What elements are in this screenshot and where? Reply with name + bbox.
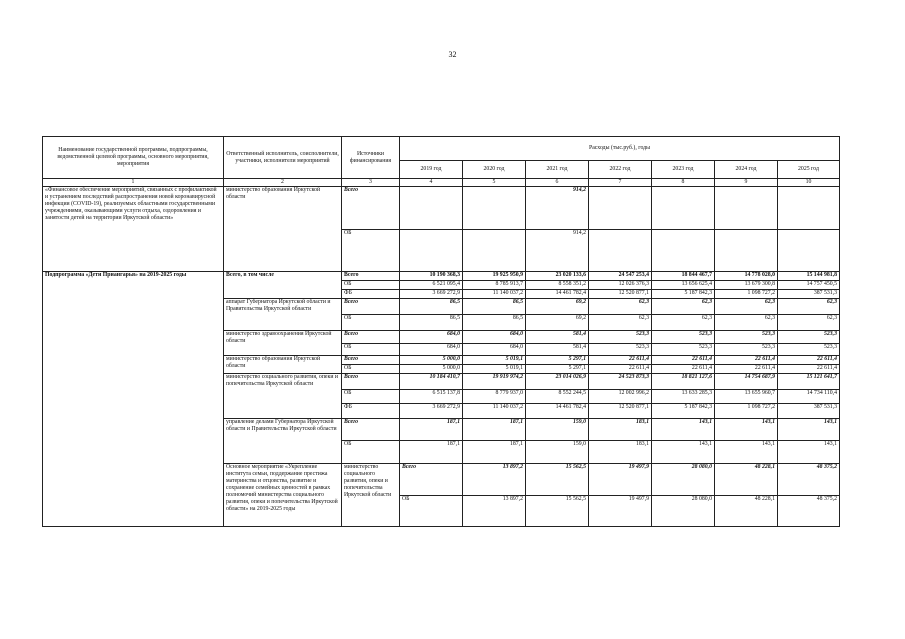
- source-label: ОБ: [342, 315, 400, 331]
- executor-name: министерство образования Иркутской области: [224, 356, 342, 374]
- value-cell: 15 144 981,8: [778, 272, 840, 281]
- value-cell: 22 611,4: [715, 356, 778, 365]
- year-header: 2025 год: [778, 161, 840, 179]
- value-cell: 13 897,2: [463, 464, 526, 496]
- year-header: 2021 год: [526, 161, 589, 179]
- col-header-executor: Ответственный исполнитель, соисполнители, участники, исполнители мероприятий: [224, 137, 342, 179]
- col-number: 9: [715, 179, 778, 187]
- value-cell: 22 611,4: [589, 365, 652, 374]
- value-cell: 62,3: [715, 315, 778, 331]
- value-cell: [715, 187, 778, 230]
- program-name: «Финансовое обеспечение мероприятий, связанных с профилактикой и устранением последствий распространения новой коронавирусной инфекции (COVID-19), реализуемых областными государственными учреждениями, оказывающими услуги отдыха, оздоровления и занятости детей на территории Иркутской области»: [43, 187, 224, 272]
- year-header: 2022 год: [589, 161, 652, 179]
- value-cell: 23 020 133,6: [526, 272, 589, 281]
- source-label: ОБ: [342, 441, 400, 464]
- value-cell: 523,3: [715, 344, 778, 356]
- value-cell: 3 669 272,9: [400, 290, 463, 299]
- value-cell: 19 497,9: [589, 464, 652, 496]
- value-cell: 523,3: [778, 344, 840, 356]
- col-number: 5: [463, 179, 526, 187]
- value-cell: 8 779 937,0: [463, 390, 526, 404]
- value-cell: 11 140 037,2: [463, 290, 526, 299]
- value-cell: 5 297,1: [526, 365, 589, 374]
- value-cell: 187,1: [400, 441, 463, 464]
- value-cell: 48 375,2: [778, 496, 840, 527]
- value-cell: 13 655 960,7: [715, 390, 778, 404]
- value-cell: [715, 230, 778, 272]
- value-cell: 12 026 376,3: [589, 281, 652, 290]
- source-label: ОБ: [342, 230, 400, 272]
- value-cell: 86,5: [400, 315, 463, 331]
- value-cell: 187,1: [463, 441, 526, 464]
- value-cell: 19 925 950,9: [463, 272, 526, 281]
- value-cell: 22 611,4: [652, 356, 715, 365]
- value-cell: 183,1: [589, 441, 652, 464]
- source-label: Всего: [400, 464, 463, 496]
- value-cell: 684,0: [463, 331, 526, 344]
- value-cell: [652, 187, 715, 230]
- col-header-program: Наименование государственной программы, подпрограммы, ведомственной целевой программы, основного мероприятия, мероприятия: [43, 137, 224, 179]
- value-cell: 14 461 782,4: [526, 290, 589, 299]
- value-cell: 1 098 727,2: [715, 404, 778, 419]
- col-header-expenses: Расходы (тыс.руб.), годы: [400, 137, 840, 161]
- value-cell: [400, 230, 463, 272]
- value-cell: 62,3: [652, 315, 715, 331]
- value-cell: 523,3: [589, 331, 652, 344]
- executor-name: министерство социального развития, опеки и попечительства Иркутской области: [224, 374, 342, 419]
- value-cell: 62,3: [652, 299, 715, 315]
- value-cell: 86,5: [463, 315, 526, 331]
- col-number: 1: [43, 179, 224, 187]
- value-cell: 15 121 641,7: [778, 374, 840, 390]
- value-cell: [778, 187, 840, 230]
- value-cell: 12 520 877,1: [589, 404, 652, 419]
- value-cell: 13 633 285,3: [652, 390, 715, 404]
- value-cell: 143,1: [652, 419, 715, 441]
- value-cell: 15 562,5: [526, 496, 589, 527]
- value-cell: 48 228,1: [715, 496, 778, 527]
- value-cell: 8 785 913,7: [463, 281, 526, 290]
- value-cell: 523,3: [778, 331, 840, 344]
- source-label: Всего: [342, 272, 400, 281]
- value-cell: [463, 230, 526, 272]
- value-cell: 187,1: [463, 419, 526, 441]
- value-cell: 24 523 873,3: [589, 374, 652, 390]
- value-cell: 22 611,4: [778, 365, 840, 374]
- source-label: Всего: [342, 299, 400, 315]
- executor-name: министерство образования Иркутской области: [224, 187, 342, 272]
- year-header: 2019 год: [400, 161, 463, 179]
- year-header: 2023 год: [652, 161, 715, 179]
- value-cell: 143,1: [715, 441, 778, 464]
- value-cell: 387 531,3: [778, 404, 840, 419]
- source-label: Всего: [342, 331, 400, 344]
- page-number: 32: [448, 50, 457, 59]
- value-cell: 62,3: [589, 299, 652, 315]
- executor-name: аппарат Губернатора Иркутской области и Правительства Иркутской области: [224, 299, 342, 331]
- value-cell: 3 669 272,9: [400, 404, 463, 419]
- executor-name: министерство социального развития, опеки и попечительства Иркутской области: [342, 464, 400, 527]
- source-label: Всего: [342, 374, 400, 390]
- value-cell: 18 844 467,7: [652, 272, 715, 281]
- value-cell: 5 187 842,3: [652, 404, 715, 419]
- column-numbers-row: [43, 179, 840, 187]
- executor-name: Всего, в том числе: [224, 272, 342, 299]
- value-cell: 18 821 127,6: [652, 374, 715, 390]
- value-cell: 13 897,2: [463, 496, 526, 527]
- value-cell: 28 080,0: [652, 496, 715, 527]
- value-cell: 523,3: [589, 344, 652, 356]
- program-name: Основное мероприятие «Укрепление института семьи, поддержание престижа материнства и отцовства, развитие и сохранение семейных ценностей в рамках полномочий министерства социального развития, опеки и попечительства Иркутской области» на 2019-2025 годы: [224, 464, 342, 527]
- budget-table: [42, 136, 840, 527]
- value-cell: 914,2: [526, 187, 589, 230]
- value-cell: 12 520 877,1: [589, 290, 652, 299]
- source-label: Всего: [342, 356, 400, 365]
- value-cell: 23 014 026,9: [526, 374, 589, 390]
- value-cell: 187,1: [400, 419, 463, 441]
- value-cell: 86,5: [400, 299, 463, 315]
- col-number: 7: [589, 179, 652, 187]
- value-cell: 914,2: [526, 230, 589, 272]
- value-cell: 5 019,1: [463, 356, 526, 365]
- value-cell: 684,0: [400, 331, 463, 344]
- value-cell: 24 547 253,4: [589, 272, 652, 281]
- col-number: 6: [526, 179, 589, 187]
- value-cell: 6 521 095,4: [400, 281, 463, 290]
- value-cell: 86,5: [463, 299, 526, 315]
- col-number: 4: [400, 179, 463, 187]
- value-cell: 5 019,1: [463, 365, 526, 374]
- value-cell: 143,1: [778, 441, 840, 464]
- value-cell: 581,4: [526, 344, 589, 356]
- value-cell: [463, 187, 526, 230]
- source-label: ФБ: [342, 404, 400, 419]
- col-number: 10: [778, 179, 840, 187]
- table-row: [43, 272, 840, 281]
- value-cell: 62,3: [715, 299, 778, 315]
- value-cell: 5 187 842,3: [652, 290, 715, 299]
- source-label: ОБ: [342, 281, 400, 290]
- value-cell: 387 531,3: [778, 290, 840, 299]
- value-cell: 48 228,1: [715, 464, 778, 496]
- executor-name: управление делами Губернатора Иркутской области и Правительства Иркутской области: [224, 419, 342, 464]
- value-cell: 523,3: [652, 344, 715, 356]
- source-label: ОБ: [400, 496, 463, 527]
- value-cell: 14 461 782,4: [526, 404, 589, 419]
- table-row: [43, 187, 840, 230]
- value-cell: 143,1: [778, 419, 840, 441]
- value-cell: 13 679 300,8: [715, 281, 778, 290]
- col-number: 3: [342, 179, 400, 187]
- year-header: 2024 год: [715, 161, 778, 179]
- source-label: ФБ: [342, 290, 400, 299]
- value-cell: 5 000,0: [400, 356, 463, 365]
- value-cell: 143,1: [652, 441, 715, 464]
- value-cell: 28 080,0: [652, 464, 715, 496]
- value-cell: [652, 230, 715, 272]
- value-cell: 62,3: [778, 299, 840, 315]
- value-cell: 159,0: [526, 441, 589, 464]
- value-cell: 14 734 110,4: [778, 390, 840, 404]
- value-cell: 22 611,4: [715, 365, 778, 374]
- value-cell: 684,0: [400, 344, 463, 356]
- value-cell: 22 611,4: [589, 356, 652, 365]
- source-label: Всего: [342, 187, 400, 230]
- value-cell: 12 002 996,2: [589, 390, 652, 404]
- value-cell: 1 098 727,2: [715, 290, 778, 299]
- value-cell: 143,1: [715, 419, 778, 441]
- value-cell: 14 757 450,5: [778, 281, 840, 290]
- value-cell: 581,4: [526, 331, 589, 344]
- value-cell: [400, 187, 463, 230]
- value-cell: 69,2: [526, 299, 589, 315]
- year-header: 2020 год: [463, 161, 526, 179]
- value-cell: 22 611,4: [652, 365, 715, 374]
- col-number: 2: [224, 179, 342, 187]
- value-cell: 10 184 410,7: [400, 374, 463, 390]
- value-cell: [589, 230, 652, 272]
- source-label: ОБ: [342, 390, 400, 404]
- value-cell: 8 552 244,5: [526, 390, 589, 404]
- executor-name: министерство здравоохранения Иркутской области: [224, 331, 342, 356]
- value-cell: 6 515 137,8: [400, 390, 463, 404]
- value-cell: 69,2: [526, 315, 589, 331]
- value-cell: 684,0: [463, 344, 526, 356]
- value-cell: 19 919 974,2: [463, 374, 526, 390]
- subprogram-name: Подпрограмма «Дети Приангарья» на 2019-2025 годы: [43, 272, 224, 527]
- source-label: Всего: [342, 419, 400, 441]
- value-cell: 523,3: [652, 331, 715, 344]
- source-label: ОБ: [342, 344, 400, 356]
- value-cell: [778, 230, 840, 272]
- value-cell: 10 190 368,3: [400, 272, 463, 281]
- value-cell: 183,1: [589, 419, 652, 441]
- value-cell: 159,0: [526, 419, 589, 441]
- value-cell: 14 778 028,0: [715, 272, 778, 281]
- source-label: ОБ: [342, 365, 400, 374]
- value-cell: 523,3: [715, 331, 778, 344]
- value-cell: 62,3: [778, 315, 840, 331]
- col-header-source: Источники финансирования: [342, 137, 400, 179]
- col-number: 8: [652, 179, 715, 187]
- value-cell: 5 297,1: [526, 356, 589, 365]
- value-cell: 62,3: [589, 315, 652, 331]
- value-cell: 22 611,4: [778, 356, 840, 365]
- value-cell: [589, 187, 652, 230]
- value-cell: 8 558 351,2: [526, 281, 589, 290]
- value-cell: 15 562,5: [526, 464, 589, 496]
- value-cell: 5 000,0: [400, 365, 463, 374]
- value-cell: 11 140 037,2: [463, 404, 526, 419]
- value-cell: 19 497,9: [589, 496, 652, 527]
- value-cell: 48 375,2: [778, 464, 840, 496]
- value-cell: 13 656 625,4: [652, 281, 715, 290]
- value-cell: 14 754 687,9: [715, 374, 778, 390]
